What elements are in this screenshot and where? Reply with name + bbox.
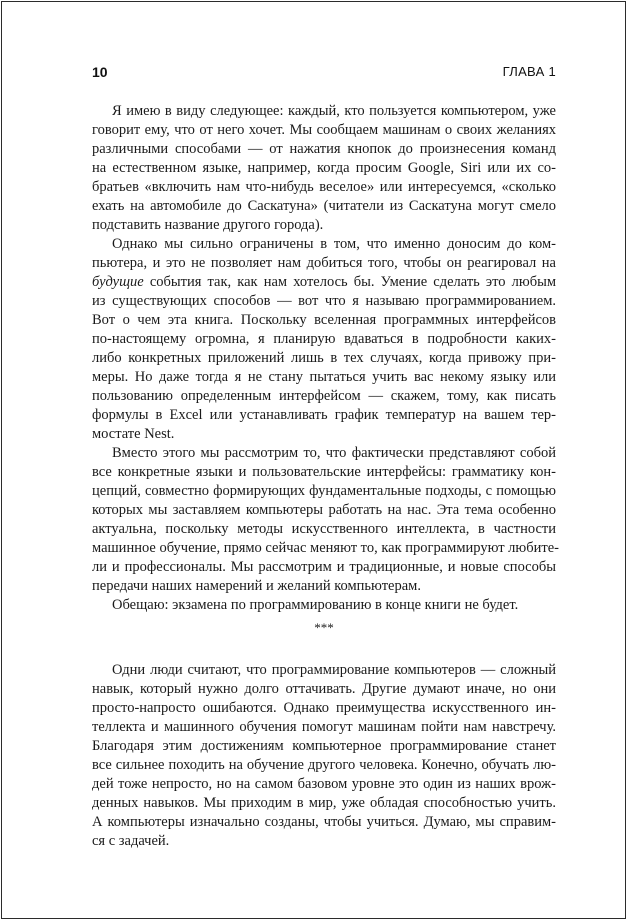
text-line: навык, который нужно долго оттачивать. Другие думают иначе, но они: [92, 681, 556, 697]
text-line: пьютера, и это не позволяет нам добиться того, чтобы он реагировал на: [92, 255, 556, 271]
text-line: теллекта и машинного обучения помогут машинам пойти нам навстречу.: [92, 719, 556, 735]
text-line: которых мы заставляем компьютеры работать на нас. Эта тема особенно: [92, 502, 556, 518]
text-line: Однако мы сильно ограничены в том, что именно доносим до ком-: [112, 236, 556, 252]
page-header: [92, 64, 556, 82]
text-line: Вместо этого мы рассмотрим то, что фактически представляют собой: [112, 445, 556, 461]
text-line: Я имею в виду следующее: каждый, кто пользуется компьютером, уже: [112, 103, 556, 119]
main-text-section-2: [92, 661, 556, 851]
text-line: пользованию определенным интерфейсом — скажем, тому, как писать: [92, 388, 556, 404]
text-line: А компьютеры изначально созданы, чтобы учиться. Думаю, мы справим-: [92, 814, 556, 830]
text-line: братьев «включить нам что-нибудь веселое» или интересуемся, «сколько: [92, 179, 556, 195]
text-line: все сильнее походить на обучение другого человека. Конечно, обучать лю-: [92, 757, 556, 773]
text-line: либо конкретных приложений лишь в тех случаях, когда привожу при-: [92, 350, 556, 366]
text-line: Одни люди считают, что программирование компьютеров — сложный: [112, 662, 556, 678]
section-separator: ***: [314, 620, 334, 635]
text-line: будущие события так, как нам хотелось бы. Умение сделать это любым: [92, 274, 556, 290]
chapter-running-head: ГЛАВА 1: [502, 64, 556, 79]
emphasized-word: будущие: [92, 274, 144, 290]
text-line: Благодаря этим достижениям компьютерное программирование станет: [92, 738, 556, 754]
text-line: подставить название другого города).: [92, 217, 324, 233]
text-line: ехать на автомобиле до Саскатуна» (читатели из Саскатуна могут смело: [92, 198, 556, 214]
text-line: из существующих способов — вот что я называю программированием.: [92, 293, 556, 309]
text-line: передачи наших намерений и желаний компьютерам.: [92, 578, 421, 594]
text-line: говорит ему, что от него хочет. Мы сообщаем машинам о своих желаниях: [92, 122, 556, 138]
text-line: формулы в Excel или устанавливать график температур на вашем тер-: [92, 407, 556, 423]
text-line: актуальна, поскольку методы искусственного интеллекта, в частности: [92, 521, 556, 537]
text-line: по-настоящему огромна, я планирую вдаваться в подробности каких-: [92, 331, 556, 347]
text-line: меры. Но даже тогда я не стану пытаться учить вас некому языку или: [92, 369, 556, 385]
text-line: просто-напросто ошибаются. Однако преимущества искусственного ин-: [92, 700, 556, 716]
text-line: дей тоже непросто, но на самом базовом уровне это один из наших врож-: [92, 776, 556, 792]
page-number: 10: [92, 64, 108, 80]
main-text-section-1: [92, 102, 559, 615]
text-line: Вот о чем эта книга. Поскольку вселенная программных интерфейсов: [92, 312, 556, 328]
text-line: машинное обучение, прямо сейчас меняют то, как программируют любите-: [92, 540, 559, 556]
text-line: на естественном языке, например, когда просим Google, Siri или их со-: [92, 160, 556, 176]
text-line: все конкретные языки и пользовательские интерфейсы: грамматику кон-: [92, 464, 556, 480]
text-line: цепций, совместно формирующих фундаментальные подходы, с помощью: [92, 483, 556, 499]
text-line: ся с задачей.: [92, 833, 170, 849]
text-line: различными способами — от нажатия кнопок до произнесения команд: [92, 141, 556, 157]
text-line: денных навыков. Мы приходим в мир, уже обладая способностью учить.: [92, 795, 556, 811]
text-line: ли и профессионалы. Мы рассмотрим и традиционные, и новые способы: [92, 559, 556, 575]
text-line: Обещаю: экзамена по программированию в конце книги не будет.: [112, 597, 519, 613]
text-line: мостате Nest.: [92, 426, 175, 442]
